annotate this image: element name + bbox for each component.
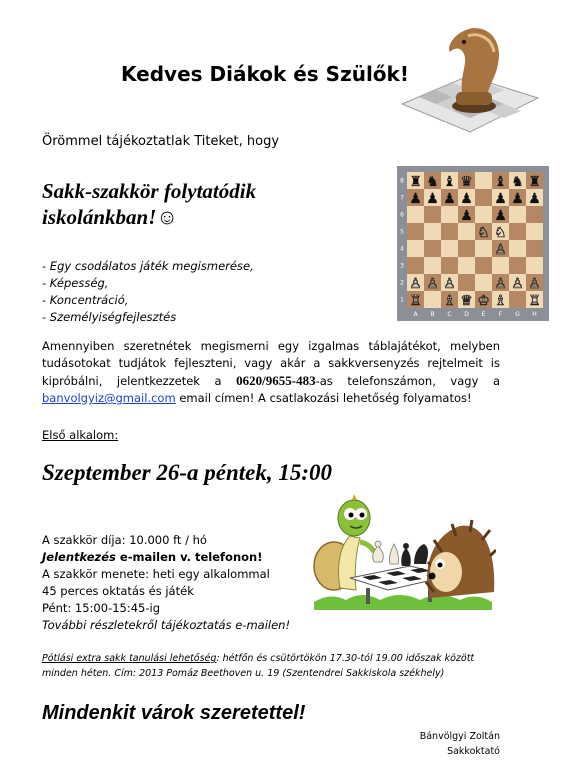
board-square — [526, 206, 543, 223]
chess-piece-icon: ♝ — [443, 174, 456, 190]
board-square — [458, 223, 475, 240]
headline-line-1: Sakk-szakkör folytatódik — [42, 179, 257, 203]
signup-rest: e-mailen v. telefonon! — [115, 550, 263, 564]
rank-label: 2 — [400, 279, 404, 287]
intro-text: Örömmel tájékoztatlak Titeket, hogy — [42, 134, 280, 149]
signup-line — [42, 549, 290, 566]
chess-piece-icon: ♟ — [494, 208, 507, 224]
list-item: - Képesség, — [42, 276, 109, 290]
chess-piece-icon: ♟ — [426, 191, 439, 207]
signature-name: Bánvölgyi Zoltán — [419, 731, 500, 742]
club-info — [42, 532, 290, 634]
chess-piece-icon: ♜ — [409, 174, 422, 190]
file-label: C — [447, 311, 452, 318]
board-square — [475, 257, 492, 274]
extra-lesson-text: : hétfőn és csütörtökön 17.30-tól 19.00 időszak között minden héten. Cím: 2013 Pomáz Beethoven u. 19 (Szentendrei Sakkiskola székhely) — [42, 653, 475, 679]
file-label: H — [532, 311, 537, 318]
file-label: A — [413, 311, 418, 318]
chess-piece-icon: ♟ — [443, 191, 456, 207]
list-item: - Személyiségfejlesztés — [42, 310, 177, 324]
duration-line: 45 perces oktatás és játék — [42, 584, 194, 598]
board-square — [475, 274, 492, 291]
chess-piece-icon: ♟ — [409, 191, 422, 207]
board-square — [458, 257, 475, 274]
fee-line: A szakkör díja: 10.000 ft / hó — [42, 533, 207, 547]
rank-label: 7 — [400, 194, 404, 202]
signature-block — [410, 729, 500, 759]
board-square — [526, 257, 543, 274]
chess-piece-icon: ♜ — [528, 174, 541, 190]
file-label: F — [498, 311, 503, 318]
closing-line: Mindenkit várok szeretettel! — [42, 702, 306, 724]
rank-label: 1 — [400, 296, 404, 304]
list-item: - Koncentráció, — [42, 293, 129, 307]
rank-label: 8 — [400, 177, 404, 185]
chess-piece-icon: ♟ — [511, 191, 524, 207]
board-square — [509, 206, 526, 223]
chess-piece-icon: ♙ — [494, 242, 507, 258]
chess-piece-icon: ♙ — [443, 276, 456, 292]
board-square — [475, 240, 492, 257]
chess-piece-icon: ♔ — [477, 293, 490, 309]
chess-piece-icon: ♟ — [494, 191, 507, 207]
first-session-label: Első alkalom: — [42, 428, 119, 442]
board-square — [526, 223, 543, 240]
schedule-line: A szakkör menete: heti egy alkalommal — [42, 567, 270, 581]
chess-piece-icon: ♞ — [511, 174, 524, 190]
paragraph-text-2: -as telefonszámon, vagy a — [315, 374, 500, 388]
board-square — [458, 274, 475, 291]
description-paragraph — [42, 338, 500, 407]
chess-piece-icon: ♘ — [477, 225, 490, 241]
signup-emphasis: Jelentkezés — [42, 550, 116, 564]
chess-piece-icon: ♙ — [528, 276, 541, 292]
board-square — [424, 257, 441, 274]
chess-piece-icon: ♘ — [494, 225, 507, 241]
chess-piece-icon: ♕ — [460, 293, 473, 309]
board-square — [475, 172, 492, 189]
board-square — [424, 291, 441, 308]
rank-label: 6 — [400, 211, 404, 219]
chess-piece-icon: ♖ — [409, 293, 422, 309]
board-square — [441, 257, 458, 274]
board-square — [407, 257, 424, 274]
chess-piece-icon: ♗ — [443, 293, 456, 309]
chess-piece-icon: ♙ — [494, 276, 507, 292]
file-label: D — [464, 311, 469, 318]
chess-piece-icon: ♟ — [460, 208, 473, 224]
chess-piece-icon: ♙ — [426, 276, 439, 292]
board-square — [509, 240, 526, 257]
smiley-icon: ☺ — [156, 205, 178, 229]
board-square — [441, 240, 458, 257]
file-label: G — [515, 311, 520, 318]
headline-line-2 — [42, 204, 256, 230]
board-square — [509, 223, 526, 240]
board-square — [475, 189, 492, 206]
file-label: B — [430, 311, 435, 318]
chess-piece-icon: ♙ — [409, 276, 422, 292]
extra-lesson-note — [42, 651, 512, 681]
board-square — [407, 240, 424, 257]
chess-piece-icon: ♞ — [426, 174, 439, 190]
board-square — [475, 206, 492, 223]
list-item: - Egy csodálatos játék megismerése, — [42, 259, 254, 273]
chess-piece-icon: ♖ — [528, 293, 541, 309]
board-square — [407, 206, 424, 223]
chess-board-diagram — [397, 166, 549, 321]
rank-label: 3 — [400, 262, 404, 270]
chess-piece-icon: ♟ — [460, 191, 473, 207]
headline-line-2-text: iskolánkban! — [42, 205, 157, 229]
time-line: Pént: 15:00-15:45-ig — [42, 601, 161, 615]
chess-knight-illustration — [398, 24, 543, 134]
benefits-list — [42, 258, 254, 326]
headline — [42, 178, 256, 230]
chess-piece-icon: ♙ — [511, 276, 524, 292]
more-info-line: További részletekről tájékoztatás e-mailen! — [42, 618, 291, 632]
board-square — [424, 206, 441, 223]
rank-label: 5 — [400, 228, 404, 236]
board-square — [509, 291, 526, 308]
board-square — [424, 240, 441, 257]
chess-piece-icon: ♟ — [528, 191, 541, 207]
board-square — [441, 223, 458, 240]
board-square — [424, 223, 441, 240]
email-link[interactable]: banvolgyiz@gmail.com — [42, 391, 176, 405]
page-title: Kedves Diákok és Szülők! — [121, 62, 409, 86]
file-label: E — [481, 311, 486, 318]
board-square — [526, 240, 543, 257]
board-square — [492, 257, 509, 274]
chess-piece-icon: ♝ — [494, 174, 507, 190]
signature-role: Sakkoktató — [447, 746, 500, 757]
paragraph-text-3: email címen! A csatlakozási lehetőség folyamatos! — [175, 391, 472, 405]
board-square — [458, 240, 475, 257]
chess-piece-icon: ♛ — [460, 174, 473, 190]
phone-number: 0620/9655-483 — [236, 373, 316, 388]
chess-piece-icon: ♗ — [494, 293, 507, 309]
board-square — [441, 206, 458, 223]
board-square — [509, 257, 526, 274]
paragraph-text-1: Amennyiben szeretnétek megismerni egy izgalmas táblajátékot, melyben tudásotokat tudjátok fejleszteni, vagy akár a sakkversenyzés rejtelmeit is kipróbálni, jelentkezzetek a — [42, 339, 500, 388]
rank-label: 4 — [400, 245, 404, 253]
board-square — [407, 223, 424, 240]
extra-lesson-label: Pótlási extra sakk tanulási lehetőség — [42, 653, 217, 664]
turtle-hedgehog-chess-illustration — [310, 492, 496, 610]
first-session-date: Szeptember 26-a péntek, 15:00 — [42, 460, 333, 485]
